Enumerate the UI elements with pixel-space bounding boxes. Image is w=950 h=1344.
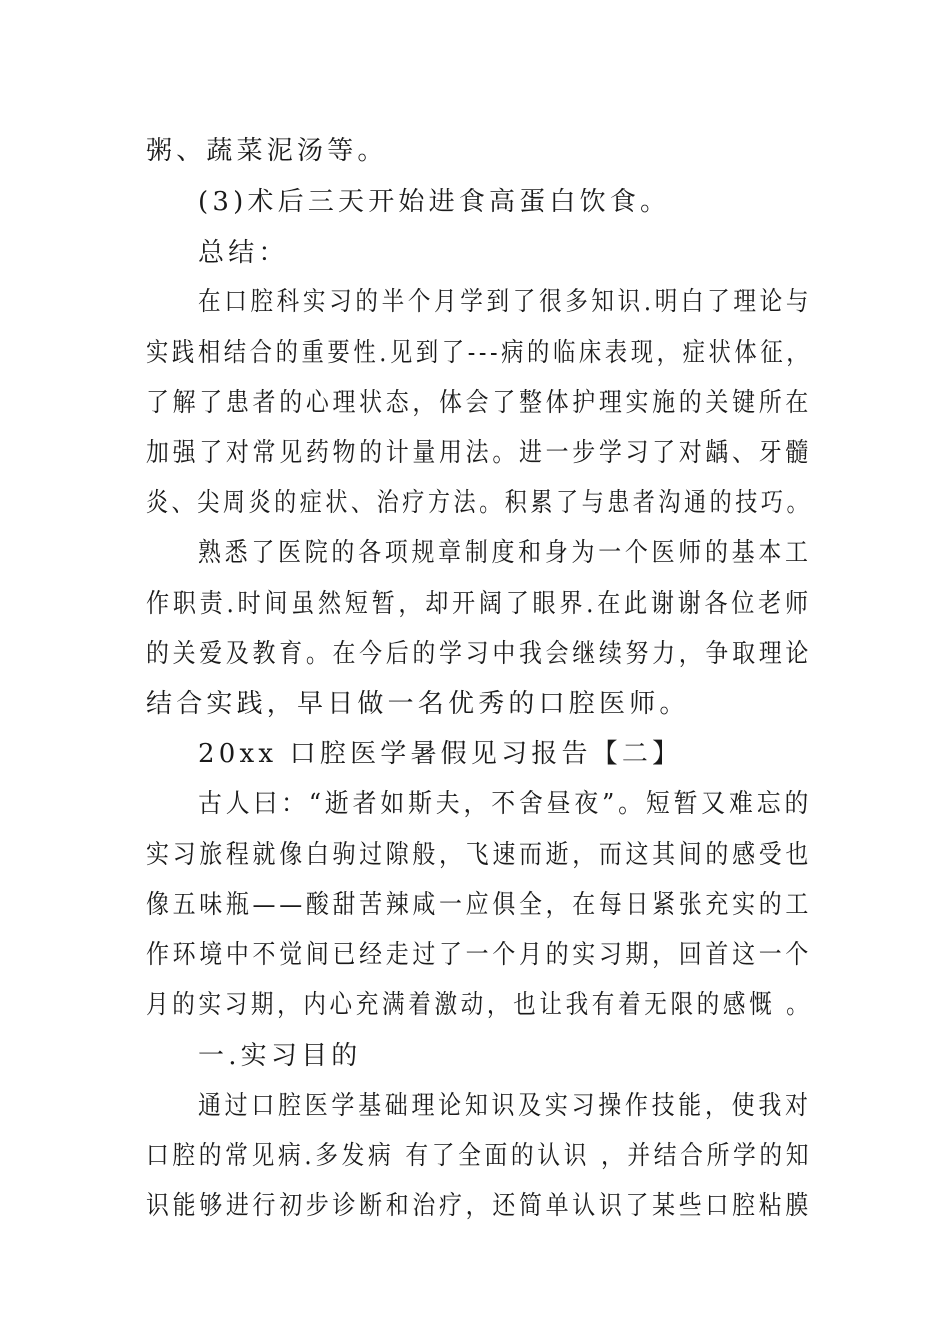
text-line: 在口腔科实习的半个月学到了很多知识.明白了理论与	[198, 287, 813, 317]
text-line: 炎、尖周炎的症状、治疗方法。积累了与患者沟通的技巧。	[146, 488, 813, 518]
text-line: 加强了对常见药物的计量用法。进一步学习了对龋、牙髓	[146, 438, 812, 468]
text-line: 通过口腔医学基础理论知识及实习操作技能，使我对	[198, 1091, 812, 1121]
text-line: 作职责.时间虽然短暂，却开阔了眼界.在此谢谢各位老师	[146, 589, 812, 619]
text-line: 结合实践，早日做一名优秀的口腔医师。	[146, 689, 690, 719]
text-line: 像五味瓶——酸甜苦辣咸一应俱全，在每日紧张充实的工	[146, 890, 812, 920]
text-line: 粥、蔬菜泥汤等。	[146, 136, 388, 166]
text-line: 古人曰：“逝者如斯夫，不舍昼夜”。短暂又难忘的	[198, 789, 813, 819]
text-line: 月的实习期，内心充满着激动，也让我有着无限的感慨 。	[146, 990, 813, 1020]
text-line: 的关爱及教育。在今后的学习中我会继续努力，争取理论	[146, 639, 812, 669]
text-line: (3)术后三天开始进食高蛋白饮食。	[198, 187, 671, 217]
text-line: 作环境中不觉间已经走过了一个月的实习期，回首这一个	[146, 940, 812, 970]
text-line: 识能够进行初步诊断和治疗，还简单认识了某些口腔粘膜	[146, 1191, 812, 1221]
section-heading-purpose: 一.实习目的	[198, 1041, 362, 1071]
section-heading-summary: 总结：	[198, 238, 289, 268]
report-title: 20xx 口腔医学暑假见习报告【二】	[198, 739, 683, 769]
text-line: 了解了患者的心理状态，体会了整体护理实施的关键所在	[146, 388, 812, 418]
text-line: 实践相结合的重要性.见到了---病的临床表现，症状体征，	[146, 338, 813, 368]
text-line: 实习旅程就像白驹过隙般，飞速而逝，而这其间的感受也	[146, 840, 812, 870]
text-line: 口腔的常见病.多发病 有了全面的认识 ，并结合所学的知	[146, 1141, 813, 1171]
text-line: 熟悉了医院的各项规章制度和身为一个医师的基本工	[198, 538, 812, 568]
